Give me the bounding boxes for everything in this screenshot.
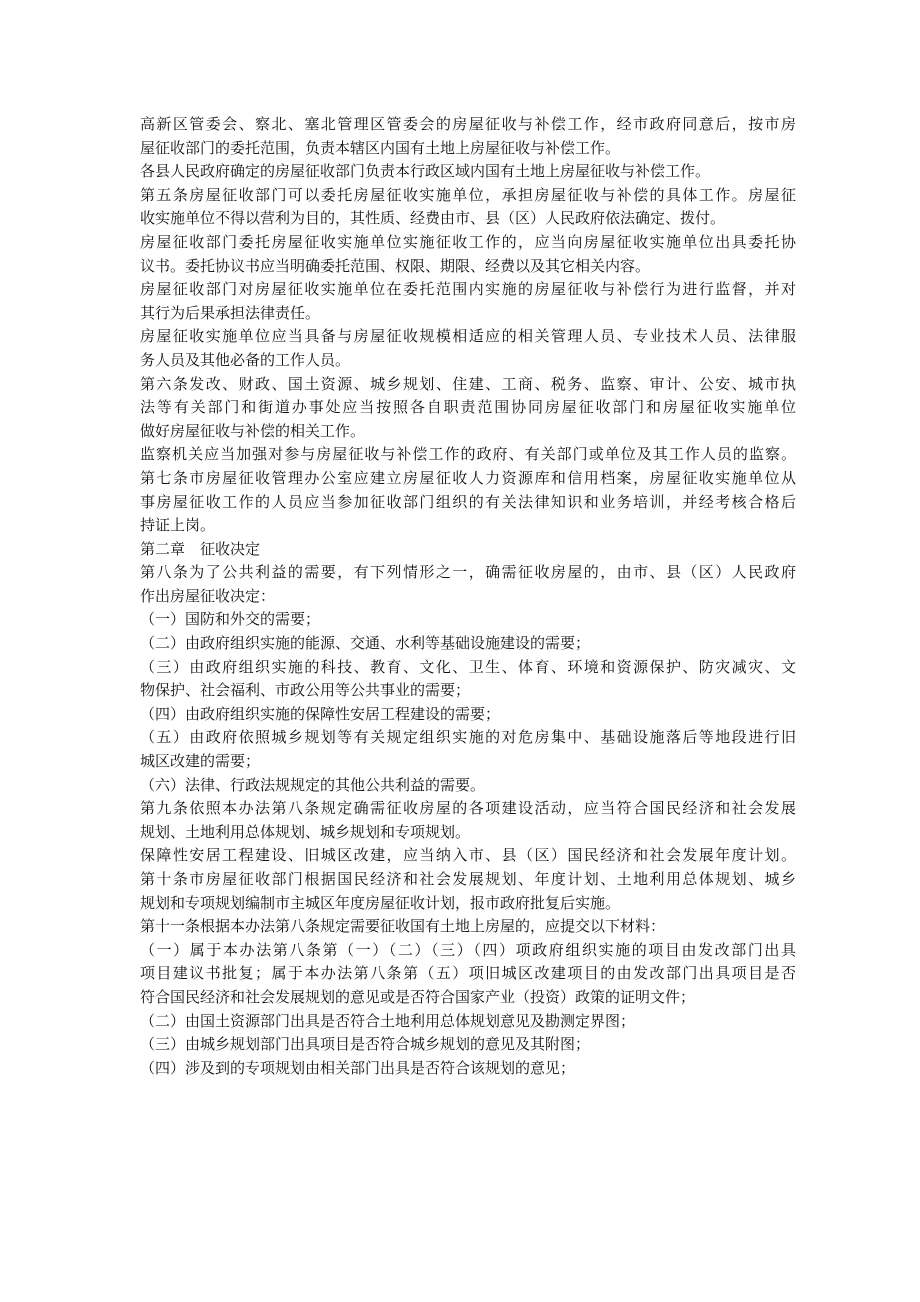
text-line: 城区改建的需要； <box>140 752 261 771</box>
list-item: （五）由政府依照城乡规划等有关规定组织实施的对危房集中、基础设施落后等地段进行旧 <box>140 728 796 747</box>
text-line: 其行为后果承担法律责任。 <box>140 303 321 322</box>
text-line: 第五条房屋征收部门可以委托房屋征收实施单位，承担房屋征收与补偿的具体工作。房屋征 <box>140 185 796 204</box>
list-item: （二）由政府组织实施的能源、交通、水利等基础设施建设的需要； <box>140 634 591 653</box>
list-item: （一）属于本办法第八条第（一）（二）（三）（四）项政府组织实施的项目由发改部门出具 <box>140 940 796 959</box>
text-line: 法等有关部门和街道办事处应当按照各自职责范围协同房屋征收部门和房屋征收实施单位 <box>140 398 796 417</box>
text-line: 房屋征收实施单位应当具备与房屋征收规模相适应的相关管理人员、专业技术人员、法律服 <box>140 327 796 346</box>
text-line: 物保护、社会福利、市政公用等公共事业的需要； <box>140 681 471 700</box>
text-line: 符合国民经济和社会发展规划的意见或是否符合国家产业（投资）政策的证明文件； <box>140 987 696 1006</box>
text-line: 高新区管委会、察北、塞北管理区管委会的房屋征收与补偿工作，经市政府同意后，按市房 <box>140 115 796 133</box>
text-line: 屋征收部门的委托范围，负责本辖区内国有土地上房屋征收与补偿工作。 <box>140 138 621 157</box>
text-line: 事房屋征收工作的人员应当参加征收部门组织的有关法律知识和业务培训，并经考核合格后 <box>140 492 796 511</box>
text-line: 议书。委托协议书应当明确委托范围、权限、期限、经费以及其它相关内容。 <box>140 256 651 275</box>
text-line: 第八条为了公共利益的需要，有下列情形之一，确需征收房屋的，由市、县（区）人民政府 <box>140 563 796 582</box>
text-line: 规划和专项规划编制市主城区年度房屋征收计划，报市政府批复后实施。 <box>140 893 621 912</box>
text-line: 持证上岗。 <box>140 516 216 535</box>
text-line: 各县人民政府确定的房屋征收部门负责本行政区域内国有土地上房屋征收与补偿工作。 <box>140 162 711 181</box>
text-line: 保障性安居工程建设、旧城区改建，应当纳入市、县（区）国民经济和社会发展年度计划。 <box>140 846 796 865</box>
text-line: 第九条依照本办法第八条规定确需征收房屋的各项建设活动，应当符合国民经济和社会发展 <box>140 799 796 818</box>
list-item: （二）由国土资源部门出具是否符合土地利用总体规划意见及勘测定界图； <box>140 1011 636 1030</box>
list-item: （四）由政府组织实施的保障性安居工程建设的需要； <box>140 704 501 723</box>
list-item: （一）国防和外交的需要； <box>140 610 321 629</box>
text-line: 务人员及其他必备的工作人员。 <box>140 350 351 369</box>
list-item: （六）法律、行政法规规定的其他公共利益的需要。 <box>140 775 486 794</box>
text-line: 收实施单位不得以营利为目的，其性质、经费由市、县（区）人民政府依法确定、拨付。 <box>140 209 726 228</box>
text-line: 做好房屋征收与补偿的相关工作。 <box>140 421 366 440</box>
text-line: 监察机关应当加强对参与房屋征收与补偿工作的政府、有关部门或单位及其工作人员的监察。 <box>140 445 796 464</box>
text-line: 规划、土地利用总体规划、城乡规划和专项规划。 <box>140 822 471 841</box>
text-line: 房屋征收部门对房屋征收实施单位在委托范围内实施的房屋征收与补偿行为进行监督，并对 <box>140 280 796 299</box>
text-line: 第六条发改、财政、国土资源、城乡规划、住建、工商、税务、监察、审计、公安、城市执 <box>140 374 796 393</box>
text-line: 房屋征收部门委托房屋征收实施单位实施征收工作的，应当向房屋征收实施单位出具委托协 <box>140 232 796 251</box>
document-body <box>140 113 796 1080</box>
list-item: （四）涉及到的专项规划由相关部门出具是否符合该规划的意见； <box>140 1058 576 1077</box>
chapter-heading: 第二章 征收决定 <box>140 539 261 558</box>
text-line: 作出房屋征收决定： <box>140 586 276 605</box>
list-item: （三）由政府组织实施的科技、教育、文化、卫生、体育、环境和资源保护、防灾减灾、文 <box>140 657 796 676</box>
text-line: 第十条市房屋征收部门根据国民经济和社会发展规划、年度计划、土地利用总体规划、城乡 <box>140 870 796 888</box>
text-line: 第十一条根据本办法第八条规定需要征收国有土地上房屋的，应提交以下材料： <box>140 917 666 936</box>
text-line: 第七条市房屋征收管理办公室应建立房屋征收人力资源库和信用档案，房屋征收实施单位从 <box>140 468 796 487</box>
text-line: 项目建议书批复；属于本办法第八条第（五）项旧城区改建项目的由发改部门出具项目是否 <box>140 964 796 983</box>
list-item: （三）由城乡规划部门出具项目是否符合城乡规划的意见及其附图； <box>140 1035 591 1054</box>
